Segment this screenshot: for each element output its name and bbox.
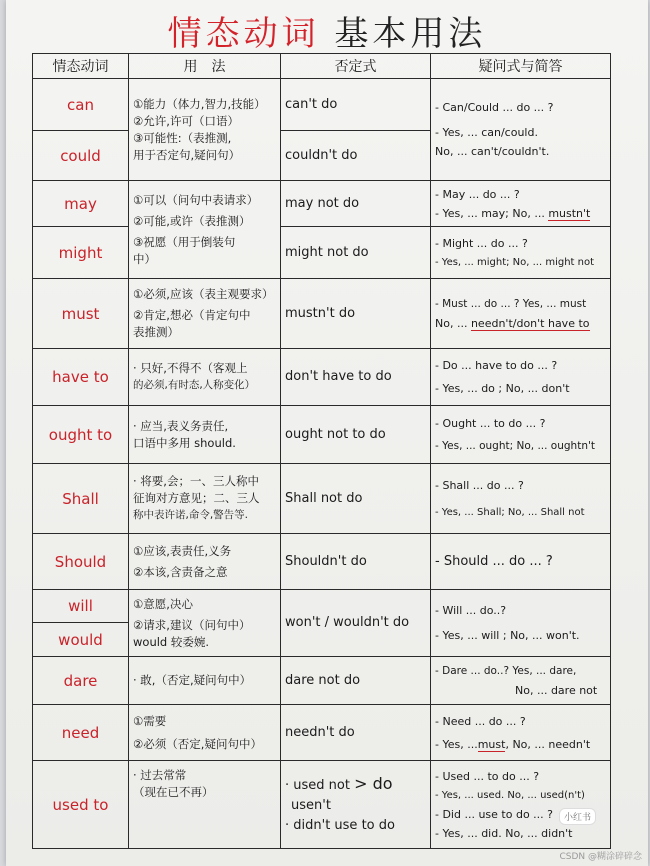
table-row xyxy=(33,349,611,406)
neg-used-to: · used not > do usen't · didn't use to do xyxy=(281,761,431,849)
neg-can: can't do xyxy=(281,79,431,131)
table-row xyxy=(33,464,611,534)
use-should: ①应该,表责任,义务 ②本该,含责备之意 xyxy=(129,534,281,590)
q-may: - May ... do ... ? - Yes, ... may; No, ... mustn't xyxy=(431,181,611,227)
table-row xyxy=(33,705,611,761)
neg-might: might not do xyxy=(281,227,431,279)
table-row xyxy=(33,761,611,849)
verb-ought-to: ought to xyxy=(33,406,129,464)
q-dare: - Dare ... do..? Yes, ... dare, No, ... dare not xyxy=(431,657,611,705)
title-black: 基本用法 xyxy=(334,14,487,54)
verb-would: would xyxy=(33,623,129,657)
use-ought-to: · 应当,表义务责任, 口语中多用 should. xyxy=(129,406,281,464)
use-used-to: · 过去常常 （现在已不再） xyxy=(129,761,281,849)
q-must: - Must ... do ... ? Yes, ... must No, ... needn't/don't have to xyxy=(431,279,611,349)
verb-might: might xyxy=(33,227,129,279)
use-have-to: · 只好,不得不（客观上 的必须,有时态,人称变化） xyxy=(129,349,281,406)
use-can: ①能力（体力,智力,技能） ②允许,许可（口语） ③可能性:（表推测, 用于否定句,疑问句） xyxy=(129,79,281,181)
neg-shall: Shall not do xyxy=(281,464,431,534)
use-dare: · 敢,（否定,疑问句中） xyxy=(129,657,281,705)
header-row xyxy=(33,54,611,79)
q-used-to: - Used ... to do ... ? - Yes, ... used. No, ... used(n't) - Did ... use to do ... ? - Yes, ... did. No, ... didn't xyxy=(431,761,611,849)
verb-used-to: used to xyxy=(33,761,129,849)
verb-shall: Shall xyxy=(33,464,129,534)
use-will: ①意愿,决心 ②请求,建议（问句中） would 较委婉. xyxy=(129,590,281,657)
use-need: ①需要 ②必须（否定,疑问句中） xyxy=(129,705,281,761)
table-row xyxy=(33,181,611,227)
verb-must: must xyxy=(33,279,129,349)
footer-credit: CSDN @糊涂碎碎念 xyxy=(559,852,642,862)
verb-can: can xyxy=(33,79,129,131)
q-shall: - Shall ... do ... ? - Yes, ... Shall; No, ... Shall not xyxy=(431,464,611,534)
header-use: 用 法 xyxy=(129,54,281,79)
verb-should: Should xyxy=(33,534,129,590)
header-q: 疑问式与简答 xyxy=(431,54,611,79)
table-row xyxy=(33,279,611,349)
page-title xyxy=(6,6,648,55)
neg-will: won't / wouldn't do xyxy=(281,590,431,657)
q-need: - Need ... do ... ? - Yes, ...must, No, ... needn't xyxy=(431,705,611,761)
header-verb: 情态动词 xyxy=(33,54,129,79)
table-row xyxy=(33,657,611,705)
table-row xyxy=(33,406,611,464)
table-row xyxy=(33,534,611,590)
verb-dare: dare xyxy=(33,657,129,705)
header-neg: 否定式 xyxy=(281,54,431,79)
neg-should: Shouldn't do xyxy=(281,534,431,590)
use-must: ①必须,应该（表主观要求） ②肯定,想必（肯定句中 表推测） xyxy=(129,279,281,349)
neg-may: may not do xyxy=(281,181,431,227)
neg-dare: dare not do xyxy=(281,657,431,705)
verb-will: will xyxy=(33,590,129,623)
use-shall: · 将要,会；一、三人称中 征询对方意见；二、三人 称中表许诺,命令,警告等. xyxy=(129,464,281,534)
q-should: - Should ... do ... ? xyxy=(431,534,611,590)
neg-must: mustn't do xyxy=(281,279,431,349)
title-red: 情态动词 xyxy=(167,14,320,54)
verb-could: could xyxy=(33,131,129,181)
q-might: - Might ... do ... ? - Yes, ... might; No, ... might not xyxy=(431,227,611,279)
verb-have-to: have to xyxy=(33,349,129,406)
q-can: - Can/Could ... do ... ? - Yes, ... can/could. No, ... can't/couldn't. xyxy=(431,79,611,181)
neg-could: couldn't do xyxy=(281,131,431,181)
modal-verb-table xyxy=(32,53,611,849)
badge: 小红书 xyxy=(559,808,596,825)
neg-ought-to: ought not to do xyxy=(281,406,431,464)
neg-need: needn't do xyxy=(281,705,431,761)
verb-may: may xyxy=(33,181,129,227)
table-row xyxy=(33,590,611,623)
table-row xyxy=(33,79,611,131)
q-ought-to: - Ought ... to do ... ? - Yes, ... ought; No, ... oughtn't xyxy=(431,406,611,464)
use-may: ①可以（问句中表请求） ②可能,或许（表推测） ③祝愿（用于倒装句 中） xyxy=(129,181,281,279)
q-have-to: - Do ... have to do ... ? - Yes, ... do ; No, ... don't xyxy=(431,349,611,406)
neg-have-to: don't have to do xyxy=(281,349,431,406)
table-row xyxy=(33,227,611,279)
verb-need: need xyxy=(33,705,129,761)
q-will: - Will ... do..? - Yes, ... will ; No, ... won't. xyxy=(431,590,611,657)
